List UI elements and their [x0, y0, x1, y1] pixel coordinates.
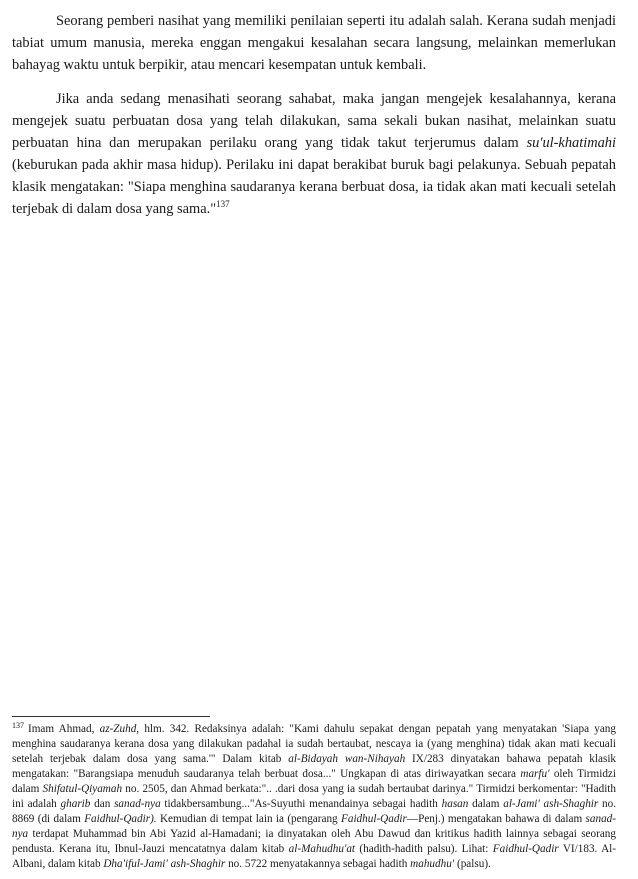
footnote-title: Faidhul-Qadir	[341, 813, 407, 825]
footnote-text: no. 5722 menyatakannya sebagai hadith	[225, 858, 411, 870]
paragraph-2-text-a: Jika anda sedang menasihati seorang sahabat, maka jangan mengejek kesalahannya, kerana mengejek suatu perbuatan dosa yang telah dilakukan, sama sekali bukan nasihat, melainkan suatu perbuatan hina dan merupakan perilaku orang yang tidak takut terjerumus dalam	[12, 91, 616, 151]
footnote-text: no. 2505, dan Ahmad berkata:".. .dari dosa yang ia sudah bertaubat darinya." Tirmidzi berkomentar: "Hadith ini adalah	[12, 783, 616, 810]
footnote-137	[12, 722, 616, 872]
body-paragraph-2	[12, 88, 616, 220]
footnote-term: gharib	[60, 798, 91, 810]
paragraph-2-text-b: (keburukan pada akhir masa hidup). Perilaku ini dapat berakibat buruk bagi pelakunya. Sebuah pepatah klasik mengatakan: "Siapa menghina saudaranya kerana berbuat dosa, ia tidak akan mati kecuali setelah terjebak di dalam dosa yang sama."	[12, 157, 616, 217]
body-paragraph-1	[12, 10, 616, 76]
footnote-title: al-Jami' ash-Shaghir	[503, 798, 599, 810]
footnote-text: dalam	[468, 798, 504, 810]
footnote-text: dan	[90, 798, 115, 810]
footnote-text: (hadith-hadith palsu). Lihat:	[355, 843, 493, 855]
footnote-text: Imam Ahmad,	[28, 723, 100, 735]
footnote-separator	[12, 716, 210, 717]
footnote-text: Kemudian di tempat lain ia (pengarang	[156, 813, 342, 825]
footnote-title: Shifatul-Qiyamah	[42, 783, 123, 795]
footnote-term: sanad-nya	[12, 813, 616, 840]
footnote-text: oleh Tirmidzi dalam	[12, 768, 616, 795]
footnote-reference[interactable]: 137	[216, 199, 230, 209]
footnote-term: marfu'	[520, 768, 550, 780]
footnote-title: Dha'iful-Jami' ash-Shaghir	[103, 858, 226, 870]
footnote-text: no. 8869 (di dalam	[12, 798, 616, 825]
paragraph-1-text: Seorang pemberi nasihat yang memiliki penilaian seperti itu adalah salah. Kerana sudah menjadi tabiat umum manusia, mereka enggan mengakui kesalahan secara langsung, melainkan memerlukan bahayag waktu untuk berpikir, atau mencari kesempatan untuk kembali.	[12, 13, 616, 73]
footnote-text: VI/183. Al-Albani, dalam kitab	[12, 843, 617, 870]
footnote-text: hlm. 342. Redaksinya adalah: "Kami dahulu sepakat dengan pepatah yang menyatakan 'Siapa yang menghina saudaranya kerana dosa yang dilakukan padahal ia sudah bertaubat, nescaya ia (yang menghina) tidak akan mati kecuali setelah terjebak dalam dosa yang sama.'" Dalam kitab	[12, 723, 616, 765]
footnote-title: al-Bidayah wan-Nihayah	[288, 753, 406, 765]
footnote-title: az-Zuhd,	[99, 723, 140, 735]
footnote-title: Faidhul-Qadir	[492, 843, 559, 855]
footnote-text: terdapat Muhammad bin Abi Yazid al-Hamadani; ia dinyatakan oleh Abu Dawud dan kritikus hadith lainnya sebagai seorang pendusta. Kerana itu, Ibnul-Jauzi mencatatnya dalam kitab	[12, 828, 616, 855]
footnote-text: IX/283 dinyatakan bahawa pepatah klasik mengatakan: "Barangsiapa menuduh saudaranya telah berbuat dosa..." Ungkapan di atas diriwayatkan secara	[12, 753, 617, 780]
footnote-title: al-Mahudhu'at	[288, 843, 356, 855]
footnote-term: mahudhu'	[410, 858, 455, 870]
footnote-number: 137	[12, 721, 24, 730]
footnote-text: tidakbersambung..."As-Suyuthi menandainya sebagai hadith	[160, 798, 442, 810]
footnote-text: —Penj.) mengatakan bahawa di dalam	[406, 813, 586, 825]
footnote-title: Faidhul-Qadir).	[84, 813, 157, 825]
footnote-term: hasan	[441, 798, 469, 810]
paragraph-2-term: su'ul-khatimahi	[526, 135, 616, 151]
footnote-term: sanad-nya	[114, 798, 161, 810]
footnote-text: (palsu).	[454, 858, 491, 870]
